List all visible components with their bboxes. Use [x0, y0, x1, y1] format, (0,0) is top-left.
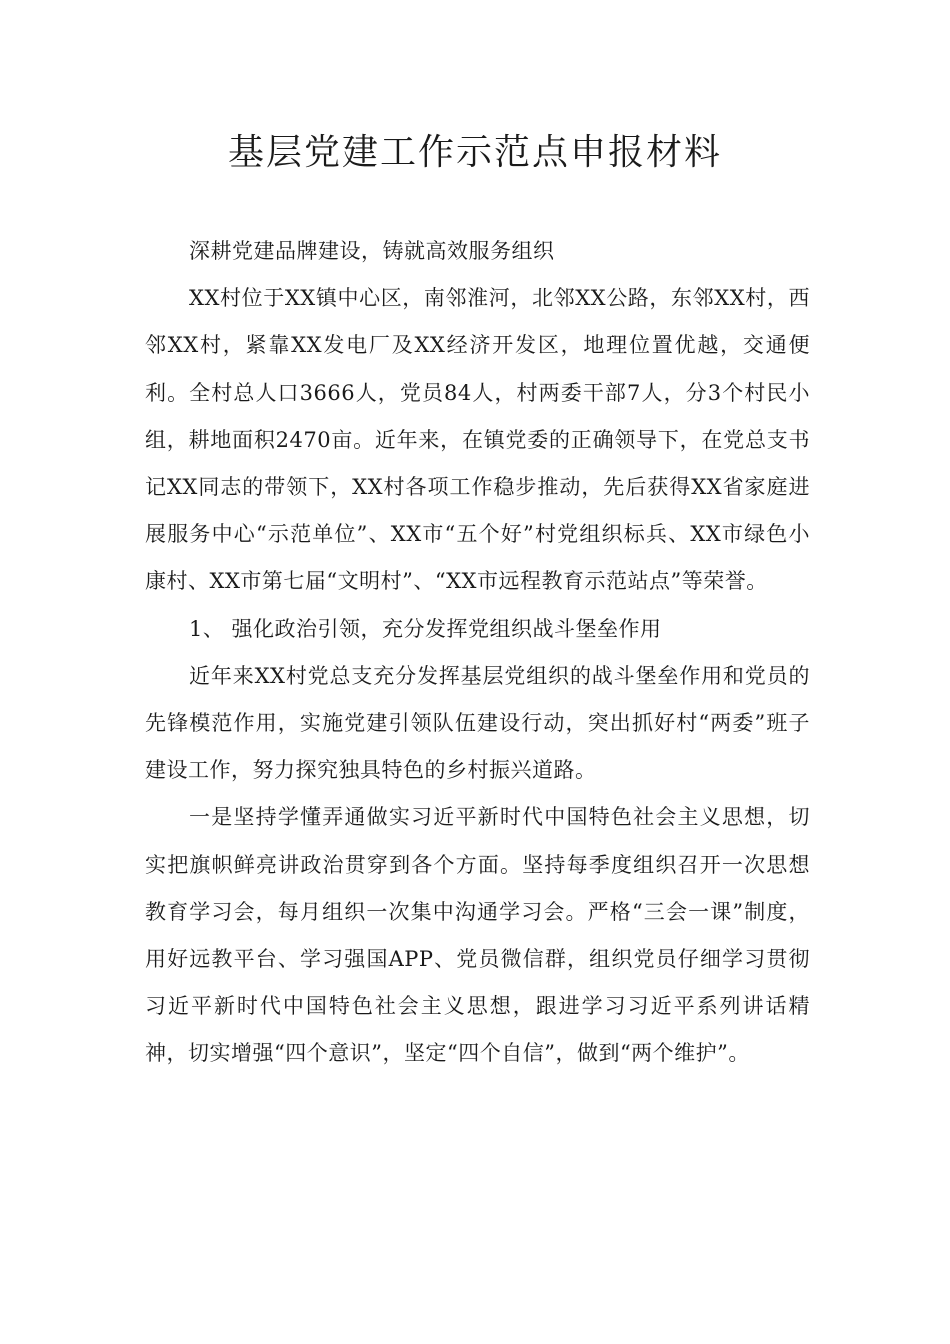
section-heading: 1、 强化政治引领，充分发挥党组织战斗堡垒作用	[189, 616, 662, 641]
section-paragraph: 近年来XX村党总支充分发挥基层党组织的战斗堡垒作用和党员的先锋模范作用，实施党建引领队伍建设行动，突出抓好村“两委”班子建设工作，努力探究独具特色的乡村振兴道路。	[145, 663, 810, 783]
document-title: 基层党建工作示范点申报材料	[227, 132, 722, 173]
subtitle-paragraph: 深耕党建品牌建设，铸就高效服务组织	[189, 239, 555, 263]
document-body	[145, 228, 810, 1078]
point-one-paragraph: 一是坚持学懂弄通做实习近平新时代中国特色社会主义思想，切实把旗帜鲜亮讲政治贯穿到各个方面。坚持每季度组织召开一次思想教育学习会，每月组织一次集中沟通学习会。严格“三会一课”制度，用好远教平台、学习强国APP、党员微信群，组织党员仔细学习贯彻习近平新时代中国特色社会主义思想，跟进学习习近平系列讲话精神，切实增强“四个意识”，坚定“四个自信”，做到“两个维护”。	[145, 805, 810, 1066]
intro-paragraph: XX村位于XX镇中心区，南邻淮河，北邻XX公路，东邻XX村，西邻XX村，紧靠XX发电厂及XX经济开发区，地理位置优越，交通便利。全村总人口3666人，党员84人，村两委干部7人，分3个村民小组，耕地面积2470亩。近年来，在镇党委的正确领导下，在党总支书记XX同志的带领下，XX村各项工作稳步推动，先后获得XX省家庭进展服务中心“示范单位”、XX市“五个好”村党组织标兵、XX市绿色小康村、XX市第七届“文明村”、“XX市远程教育示范站点”等荣誉。	[145, 286, 810, 594]
